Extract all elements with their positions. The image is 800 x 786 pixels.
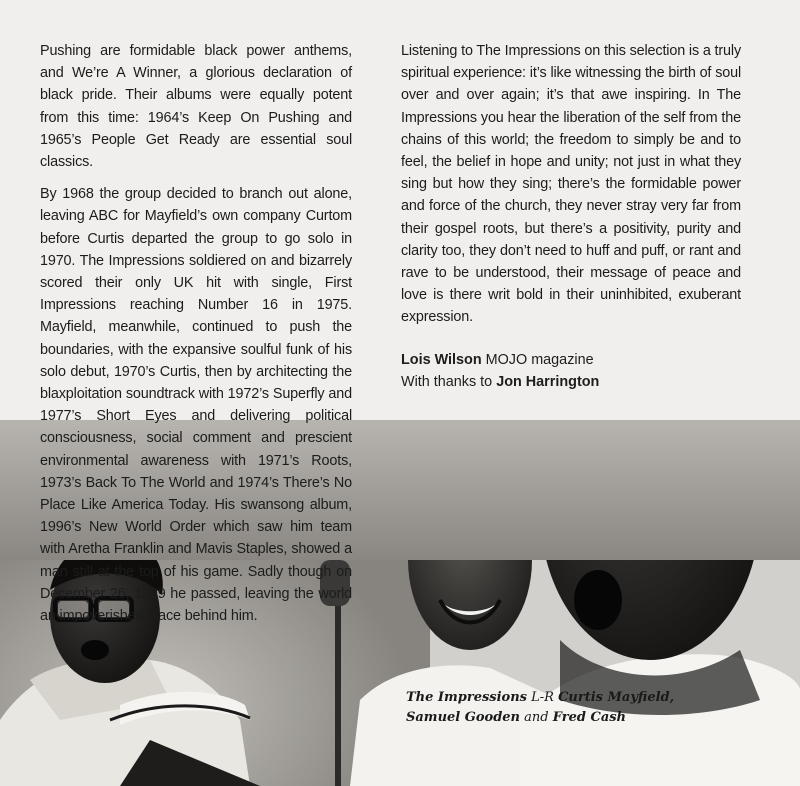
caption-member-1: Curtis Mayfield, xyxy=(558,690,675,705)
left-text-column xyxy=(40,40,352,638)
credits-block xyxy=(401,349,741,393)
caption-lr: L-R xyxy=(527,690,559,705)
thanks-name: Jon Harrington xyxy=(496,374,600,390)
caption-member-2: Samuel Gooden xyxy=(406,710,521,725)
author-line xyxy=(401,349,741,371)
caption-and: and xyxy=(520,710,553,725)
thanks-line xyxy=(401,371,741,393)
left-paragraph-1: Pushing are formidable black power anthems, and We’re A Winner, a glorious declaration of black pride. Their albums were equally potent from this time: 1964’s Keep On Pushing and 1965’s People Get Ready are essential soul classics. xyxy=(40,43,352,171)
right-text-column xyxy=(401,40,741,340)
right-paragraph: Listening to The Impressions on this selection is a truly spiritual experience: it’s like witnessing the birth of soul over and over again; it’s that awe inspiring. In The Impressions you hear the liberation of the self from the chains of this world; the freedom to simply be and to feel, the belief in hope and unity; not just in what they sing but how they sing; there’s the formidable power and force of the church, they never stray very far from their gospel roots, but there’s a positivity, purity and clarity too, they don’t need to huff and puff, or rant and rave to be understood, their message of peace and love is there writ bold in their uninhibited, exuberant expression. xyxy=(401,43,741,326)
author-outlet: MOJO magazine xyxy=(481,352,594,368)
left-paragraph-2: By 1968 the group decided to branch out alone, leaving ABC for Mayfield’s own company Curtom before Curtis departed the group to go solo in 1970. The Impressions soldiered on and bizarrely scored their only UK hit with single, First Impressions reaching Number 16 in 1975. Mayfield, meanwhile, continued to push the boundaries, with the expansive soulful funk of his solo debut, 1970’s Curtis, then by architecting the blaxploitation soundtrack with 1972’s Superfly and 1977’s Short Eyes and delivering political consciousness, social comment and prescient environmental awareness with 1971’s Roots, 1973’s Back To The World and 1974’s There’s No Place Like America Today. His swansong album, 1996’s New World Order which saw him team with Aretha Franklin and Mavis Staples, showed a man still at the top of his game. Sadly though on December 26, 1999 he passed, leaving the world an impoverished place behind him. xyxy=(40,186,352,625)
thanks-prefix: With thanks to xyxy=(401,374,497,390)
photo-caption xyxy=(406,688,746,728)
caption-group: The Impressions xyxy=(406,690,527,705)
caption-member-3: Fred Cash xyxy=(552,710,627,725)
author-name: Lois Wilson xyxy=(401,352,482,368)
